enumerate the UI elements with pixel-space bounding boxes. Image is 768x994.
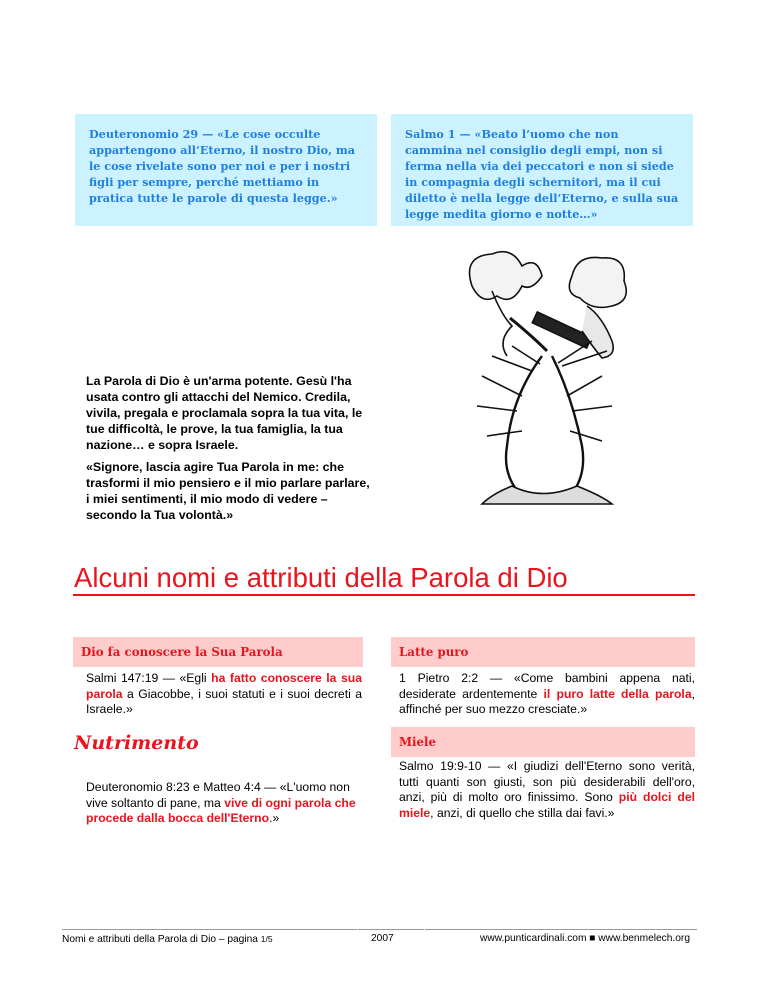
text-part: a Giacobbe, i suoi statuti e i suoi decreti a Israele.» [86,686,362,717]
highlight-text: il puro latte della parola [543,686,692,701]
text-part: 1 Pietro 2:2 — «Come bambini appena nati, desiderate ardentemente [399,671,695,701]
highlight-text: più dolci del miele [399,790,695,820]
section-text-dio [86,671,362,718]
footer-year: 2007 [371,933,394,944]
footer-websites: www.punticardinali.com ■ www.benmelech.org [480,933,690,944]
section-text-latte [399,671,695,718]
text-part: , affinché per suo mezzo cresciate.» [399,686,695,717]
footer-divider [62,929,357,930]
quote-psalm-text: Salmo 1 — «Beato l’uomo che non cammina nel consiglio degli empi, non si ferma nella via dei peccatori e non si siede in compagnia degli schernitori, ma il cui diletto è nella legge dell’Eterno, e sulla sua legge medita giorno e notte…» [405,127,679,221]
footer-document-title [62,933,273,946]
page-title: Alcuni nomi e attributi della Parola di Dio [74,562,568,593]
highlight-text: ha fatto conoscere la sua parola [86,671,362,701]
text-part: Deuteronomio 8:23 e Matteo 4:4 — «L'uomo non vive soltanto di pane, ma [86,780,350,810]
section-text-miele [399,759,695,821]
quote-psalm [391,114,693,226]
footer-page-number: 1/5 [260,934,273,944]
footer-divider [358,929,424,930]
text-part: Salmo 19:9-10 — «I giudizi dell'Eterno sono verità, tutti quanti son giusti, son più desiderabili dell'oro, anzi, più di molto oro finissimo. Sono [399,759,695,805]
text-part: .» [269,811,280,826]
quote-deuteronomy [75,114,377,226]
intro-paragraph: La Parola di Dio è un'arma potente. Gesù l'ha usata contro gli attacchi del Nemico. Credila, vivila, pregala e proclamala sopra la tua vita, le tue difficoltà, le prove, la tua famiglia, la tua nazione… e sopra Israele. [86,374,363,452]
intro-prayer: «Signore, lascia agire Tua Parola in me: che trasformi il mio pensiero e il mio parlare parlare, i miei sentimenti, il mio modo di vedere – secondo la Tua volontà.» [86,460,370,522]
section-heading-dio: Dio fa conoscere la Sua Parola [73,637,363,667]
section-text-nutrimento [86,780,362,827]
section-heading-latte: Latte puro [391,637,695,667]
section-heading-nutrimento: Nutrimento [74,732,199,754]
text-part: Salmi 147:19 — «Egli [86,671,212,685]
quote-deuteronomy-text: Deuteronomio 29 — «Le cose occulte appartengono all’Eterno, il nostro Dio, ma le cose rivelate sono per noi e per i nostri figli per sempre, perché mettiamo in pratica tutte le parole di questa legge.» [89,127,355,205]
highlight-text: vive di ogni parola che procede dalla bocca dell'Eterno [86,795,356,826]
hammer-woodcut-illustration [452,246,636,506]
section-heading-miele: Miele [391,727,695,757]
text-part: , anzi, di quello che stilla dai favi.» [430,805,615,820]
footer-divider [425,929,697,930]
footer-title-text: Nomi e attributi della Parola di Dio – pagina [62,934,261,945]
title-underline [73,594,695,596]
